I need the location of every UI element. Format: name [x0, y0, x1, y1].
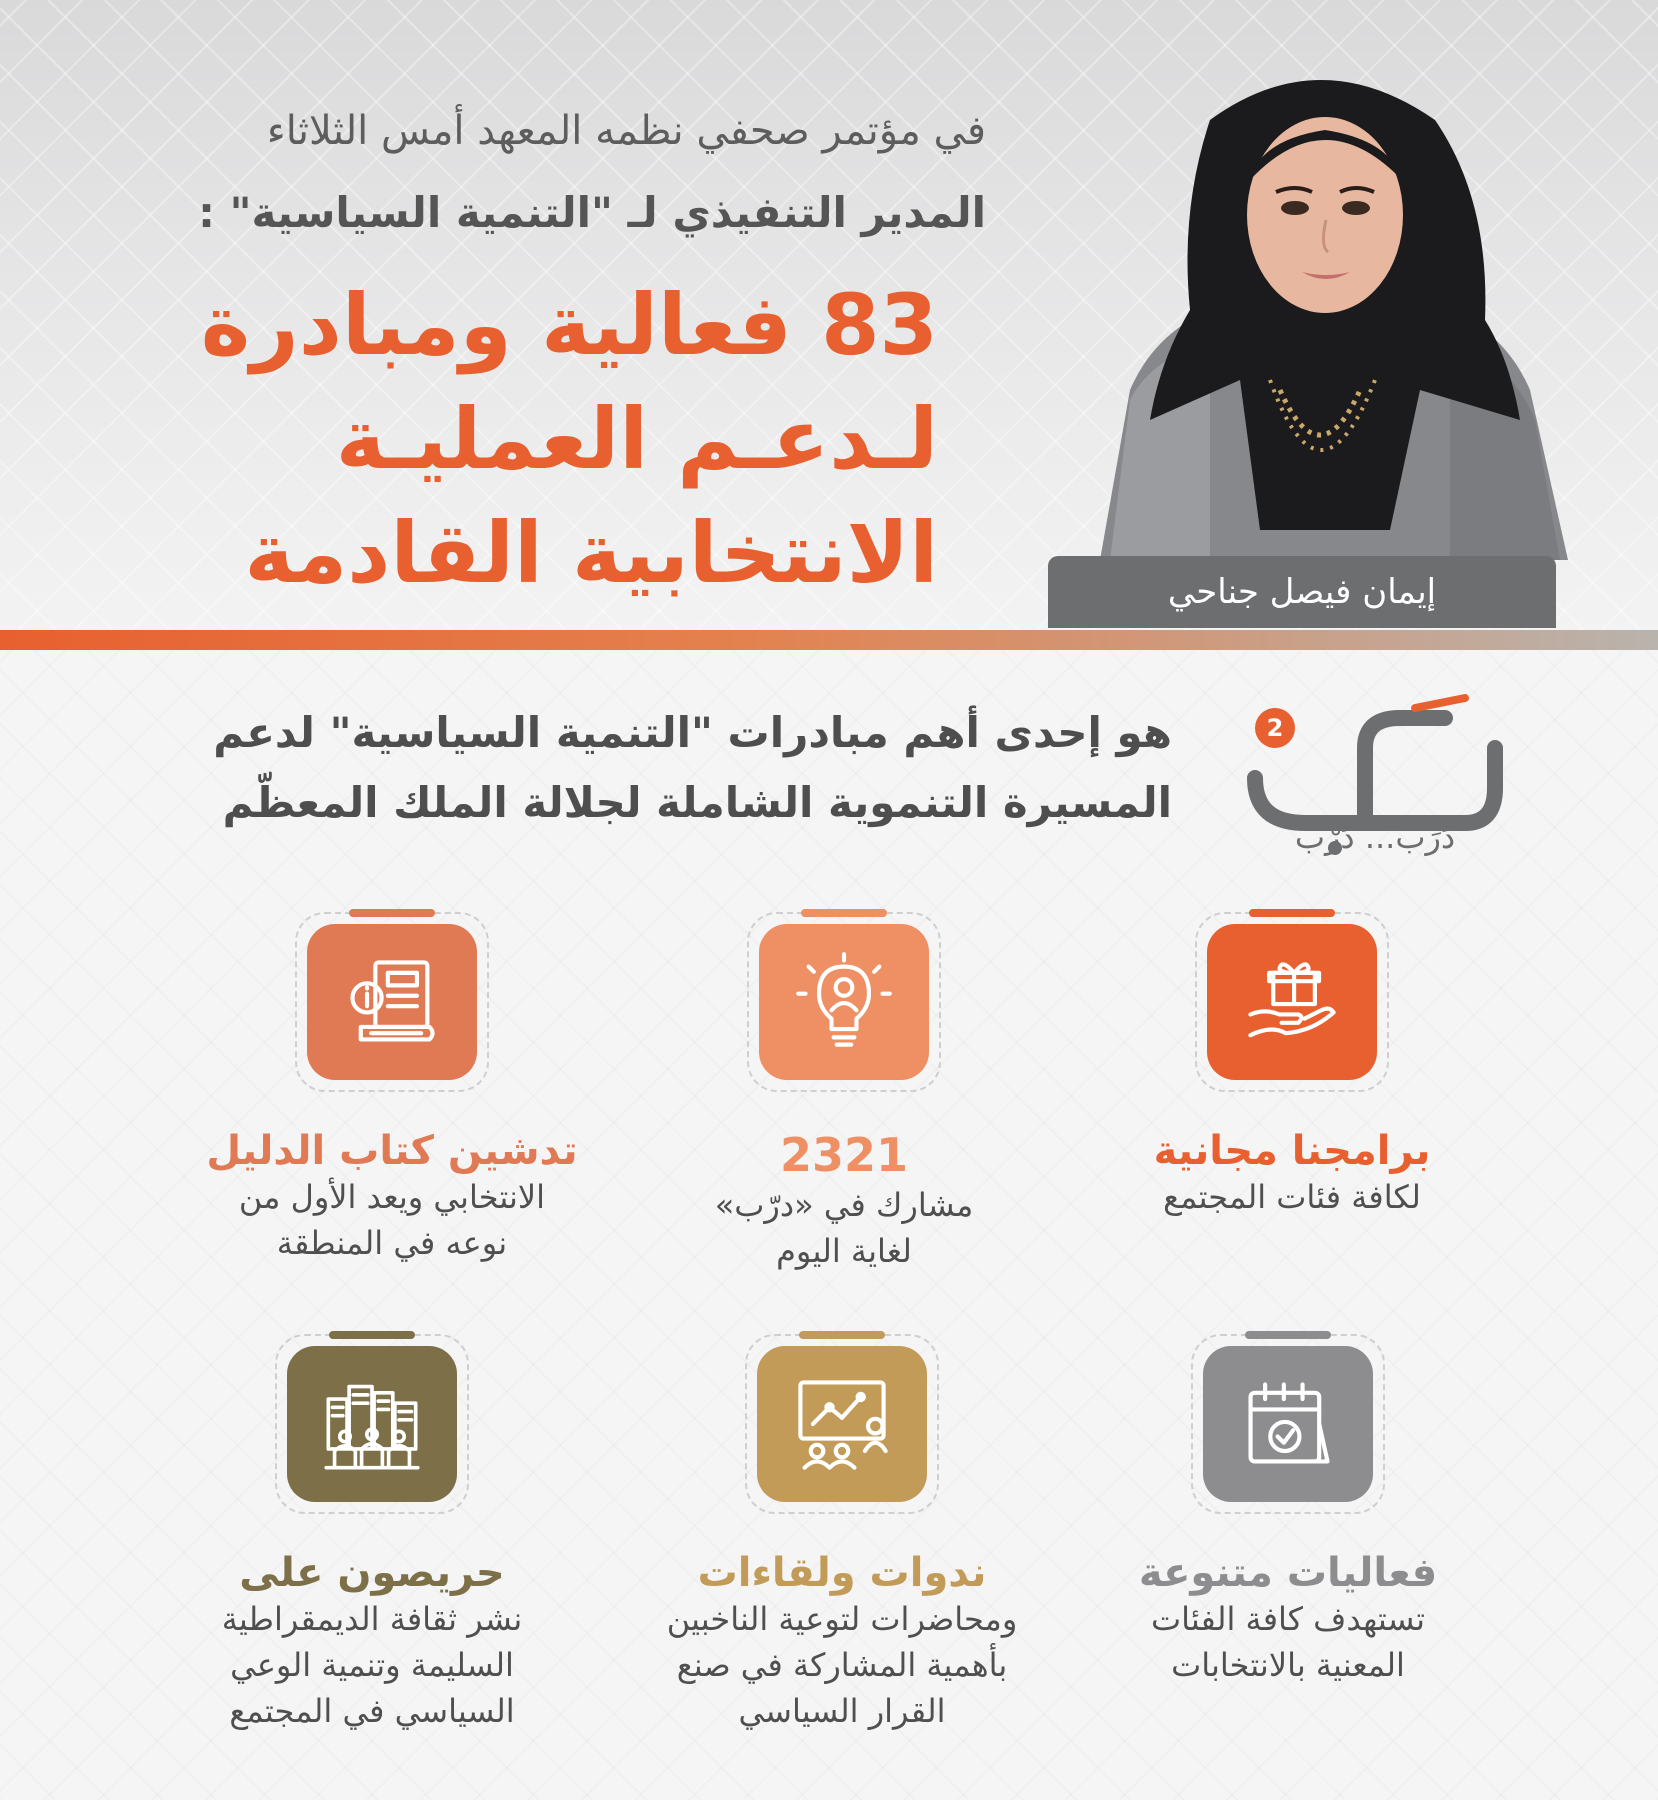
feature-line: السياسي في المجتمع [229, 1692, 515, 1730]
headline-line-1: 83 فعالية ومبادرة [200, 276, 938, 374]
feature-line: لكافة فئات المجتمع [1163, 1178, 1421, 1216]
feature-line: مشارك في «درّب» [714, 1186, 974, 1224]
feature-title: برامجنا مجانية [1153, 1128, 1431, 1174]
logo-badge: 2 [1266, 714, 1284, 742]
intro-line-2: المدير التنفيذي لـ "التنمية السياسية" : [198, 188, 986, 237]
feature-participants [634, 912, 1054, 1274]
feature-tile [745, 1334, 939, 1514]
gift-hand-icon [1240, 950, 1344, 1054]
feature-tile [1191, 1334, 1385, 1514]
feature-title: تدشين كتاب الدليل [206, 1128, 578, 1174]
feature-line: نشر ثقافة الديمقراطية [221, 1600, 523, 1638]
community-city-icon [320, 1372, 424, 1476]
portrait-photo [1090, 60, 1570, 560]
feature-line: السليمة وتنمية الوعي [230, 1646, 514, 1684]
feature-tile [1195, 912, 1389, 1092]
feature-line: القرار السياسي [738, 1692, 946, 1730]
headline-line-2: لـدعـم العمليـة [335, 390, 938, 488]
info-book-icon [340, 950, 444, 1054]
feature-free-programs [1082, 912, 1502, 1220]
darb-logo-subtitle: دَرِّب... دَرْب [1294, 818, 1456, 856]
feature-tile [747, 912, 941, 1092]
description-line-2: المسيرة التنموية الشاملة لجلالة الملك المعظّم [222, 778, 1172, 827]
feature-title: ندوات ولقاءات [697, 1550, 987, 1596]
feature-tile [275, 1334, 469, 1514]
feature-guide-book [182, 912, 602, 1266]
feature-line: ومحاضرات لتوعية الناخبين [666, 1600, 1018, 1638]
person-name-bar: إيمان فيصل جناحي [1048, 556, 1556, 628]
headline [78, 268, 938, 610]
orange-divider [0, 630, 1658, 650]
feature-varied-events [1078, 1334, 1498, 1688]
feature-democracy [162, 1334, 582, 1734]
feature-line: تستهدف كافة الفئات [1151, 1600, 1425, 1638]
feature-line: بأهمية المشاركة في صنع [676, 1646, 1008, 1684]
feature-title: 2321 [779, 1128, 909, 1182]
feature-tile [295, 912, 489, 1092]
lightbulb-person-icon [792, 950, 896, 1054]
feature-line: نوعه في المنطقة [276, 1224, 508, 1262]
feature-line: الانتخابي ويعد الأول من [238, 1178, 546, 1216]
header-panel [0, 0, 1658, 632]
intro-line-1: في مؤتمر صحفي نظمه المعهد أمس الثلاثاء [266, 108, 986, 154]
presentation-board-icon [790, 1372, 894, 1476]
description-line-1: هو إحدى أهم مبادرات "التنمية السياسية" لدعم [213, 708, 1172, 757]
feature-title: حريصون على [239, 1550, 505, 1596]
feature-title: فعاليات متنوعة [1138, 1550, 1438, 1596]
darb-description [132, 698, 1172, 838]
calendar-check-icon [1236, 1372, 1340, 1476]
headline-line-3: الانتخابية القادمة [244, 504, 938, 602]
feature-seminars [632, 1334, 1052, 1734]
feature-line: المعنية بالانتخابات [1171, 1646, 1405, 1684]
feature-line: لغاية اليوم [776, 1232, 912, 1270]
portrait-illustration [1090, 60, 1570, 560]
